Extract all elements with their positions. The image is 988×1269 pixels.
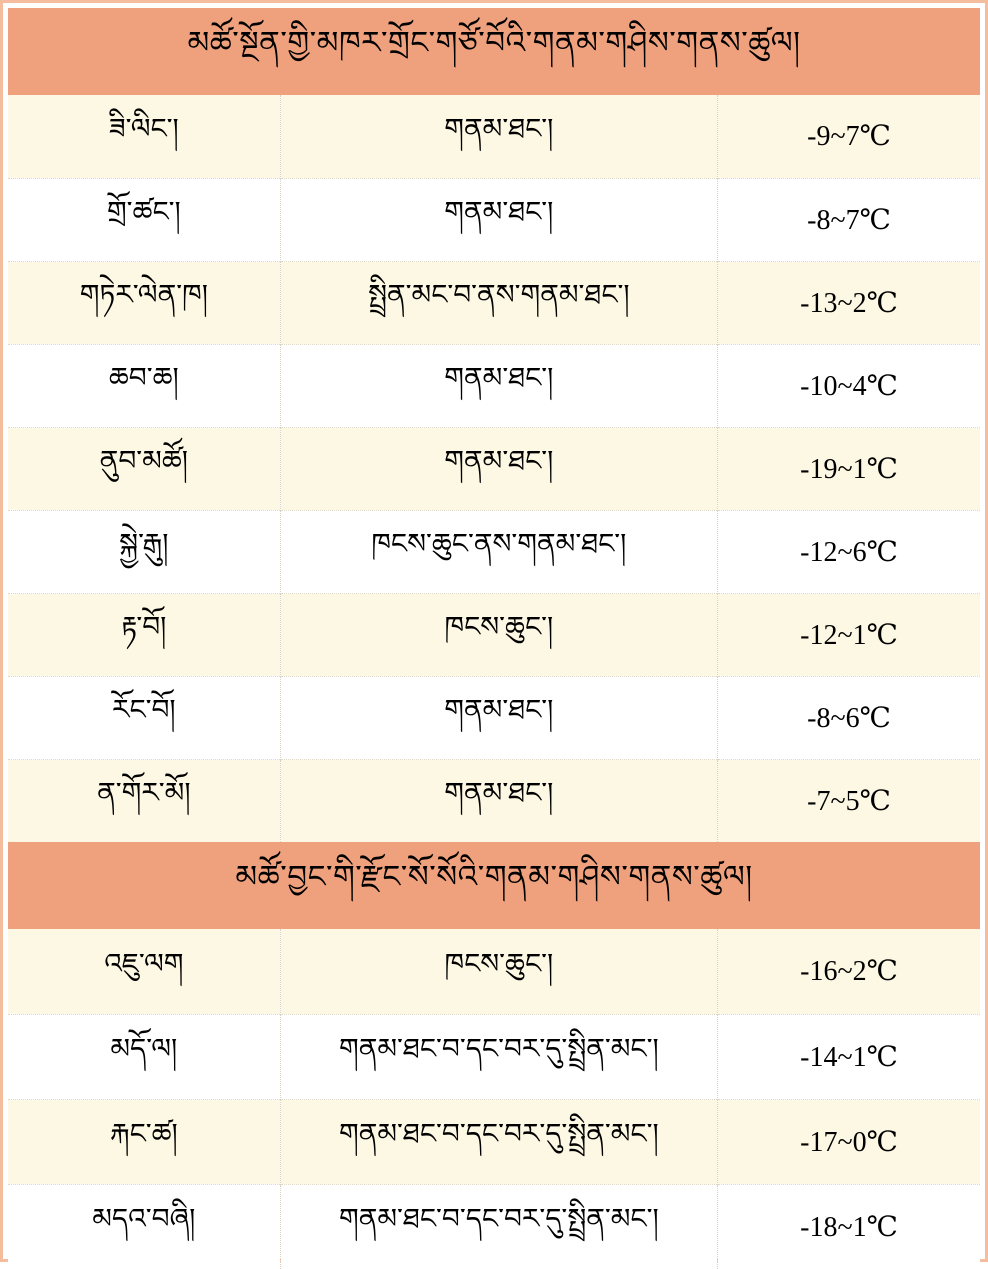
place-cell: རོང་བོ།	[8, 676, 280, 759]
temperature-cell: -13~2℃	[718, 261, 980, 344]
weather-cell: གནམ་ཐང་བ་དང་བར་དུ་སྤྲིན་མང་།	[280, 1184, 717, 1269]
place-cell: གྲོ་ཚང་།	[8, 178, 280, 261]
temperature-cell: -7~5℃	[718, 759, 980, 842]
place-cell: མདའ་བཞི།	[8, 1184, 280, 1269]
table-row	[8, 1184, 980, 1269]
place-cell: སྐྱེ་རྒུ།	[8, 510, 280, 593]
section-2-header-row	[8, 842, 980, 929]
place-cell: མདོ་ལ།	[8, 1014, 280, 1099]
weather-cell: ཁངས་ཆུང་ནས་གནམ་ཐང་།	[280, 510, 717, 593]
temperature-cell: -9~7℃	[718, 95, 980, 178]
weather-cell: གནམ་ཐང་བ་དང་བར་དུ་སྤྲིན་མང་།	[280, 1099, 717, 1184]
temperature-cell: -17~0℃	[718, 1099, 980, 1184]
weather-table	[8, 8, 980, 1269]
temperature-cell: -18~1℃	[718, 1184, 980, 1269]
table-row	[8, 929, 980, 1014]
place-cell: ཆབ་ཆ།	[8, 344, 280, 427]
section-1-header-row	[8, 8, 980, 95]
place-cell: རྐང་ཚ།	[8, 1099, 280, 1184]
table-row	[8, 95, 980, 178]
table-row	[8, 1014, 980, 1099]
section-1-title: མཚོ་སྔོན་གྱི་མཁར་གྲོང་གཙོ་བོའི་གནམ་གཤིས་གནས་ཚུལ།	[8, 8, 980, 95]
weather-cell: གནམ་ཐང་།	[280, 95, 717, 178]
temperature-cell: -10~4℃	[718, 344, 980, 427]
table-row	[8, 510, 980, 593]
weather-cell: ཁངས་ཆུང་།	[280, 593, 717, 676]
weather-cell: གནམ་ཐང་།	[280, 344, 717, 427]
weather-cell: གནམ་ཐང་།	[280, 759, 717, 842]
weather-cell: ཁངས་ཆུང་།	[280, 929, 717, 1014]
weather-cell: སྤྲིན་མང་བ་ནས་གནམ་ཐང་།	[280, 261, 717, 344]
section-2-title: མཚོ་བྱང་གི་རྫོང་སོ་སོའི་གནམ་གཤིས་གནས་ཚུལ།	[8, 842, 980, 929]
place-cell: ཟི་ལིང་།	[8, 95, 280, 178]
table-row	[8, 759, 980, 842]
table-row	[8, 676, 980, 759]
place-cell: རྟ་བོ།	[8, 593, 280, 676]
table-row	[8, 427, 980, 510]
table-row	[8, 261, 980, 344]
temperature-cell: -14~1℃	[718, 1014, 980, 1099]
weather-cell: གནམ་ཐང་བ་དང་བར་དུ་སྤྲིན་མང་།	[280, 1014, 717, 1099]
temperature-cell: -8~7℃	[718, 178, 980, 261]
place-cell: འཇུ་ལག	[8, 929, 280, 1014]
weather-cell: གནམ་ཐང་།	[280, 676, 717, 759]
place-cell: ན་གོར་མོ།	[8, 759, 280, 842]
temperature-cell: -12~1℃	[718, 593, 980, 676]
table-row	[8, 344, 980, 427]
table-row	[8, 1099, 980, 1184]
table-row	[8, 593, 980, 676]
place-cell: ནུབ་མཚོ།	[8, 427, 280, 510]
place-cell: གཏེར་ལེན་ཁ།	[8, 261, 280, 344]
weather-cell: གནམ་ཐང་།	[280, 178, 717, 261]
temperature-cell: -16~2℃	[718, 929, 980, 1014]
temperature-cell: -8~6℃	[718, 676, 980, 759]
temperature-cell: -12~6℃	[718, 510, 980, 593]
weather-cell: གནམ་ཐང་།	[280, 427, 717, 510]
temperature-cell: -19~1℃	[718, 427, 980, 510]
table-row	[8, 178, 980, 261]
